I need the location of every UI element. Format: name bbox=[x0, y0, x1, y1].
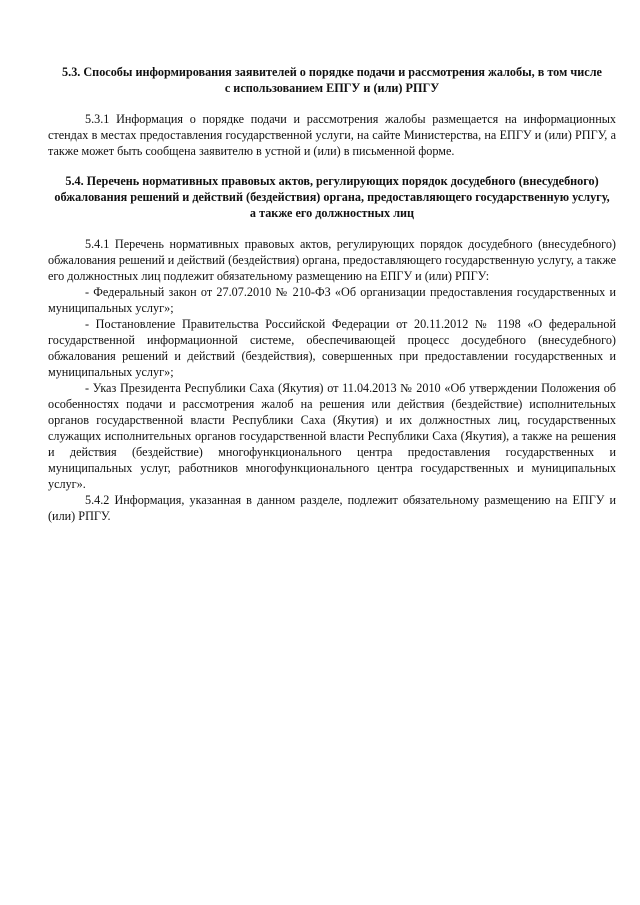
list-item-resolution-1198: - Постановление Правительства Российской Федерации от 20.11.2012 № 1198 «О федеральной государственной информационной системе, обеспечивающей процесс досудебного (внесудебного) обжалования решений и действий (бездействия), совершенных при предоставлении государственных и муниципальных услуг»; bbox=[48, 317, 616, 379]
paragraph-5-3-1: 5.3.1 Информация о порядке подачи и рассмотрения жалобы размещается на информационных стендах в местах предоставления государственной услуги, на сайте Министерства, на ЕПГУ и (или) РПГУ, а также может быть сообщена заявителю в устной и (или) в письменной форме. bbox=[48, 112, 616, 158]
document-body bbox=[48, 64, 616, 524]
list-item-decree-2010: - Указ Президента Республики Саха (Якутия) от 11.04.2013 № 2010 «Об утверждении Положения об особенностях подачи и рассмотрения жалоб на решения или действия (бездействие) исполнительных органов государственной власти Республики Саха (Якутия) и их должностных лиц, государственных служащих исполнительных органов государственной власти Республики Саха (Якутия), а также на решения и действия (бездействие) многофункционального центра предоставления государственных и муниципальных услуг, работников многофункционального центра государственных и муниципальных услуг». bbox=[48, 381, 616, 491]
paragraph-5-4-1: 5.4.1 Перечень нормативных правовых актов, регулирующих порядок досудебного (внесудебного) обжалования решений и действий (бездействия) органа, предоставляющего государственную услугу, а также его должностных лиц подлежит обязательному размещению на ЕПГУ и (или) РПГУ: bbox=[48, 237, 616, 283]
list-item-law-210: - Федеральный закон от 27.07.2010 № 210-ФЗ «Об организации предоставления государственных и муниципальных услуг»; bbox=[48, 285, 616, 315]
section-5-4-heading: 5.4. Перечень нормативных правовых актов, регулирующих порядок досудебного (внесудебного) обжалования решений и действий (бездействия) органа, предоставляющего государственную услугу, а также его должностных лиц bbox=[54, 174, 610, 220]
section-5-3-heading: 5.3. Способы информирования заявителей о порядке подачи и рассмотрения жалобы, в том числе с использованием ЕПГУ и (или) РПГУ bbox=[62, 65, 602, 95]
paragraph-5-4-2: 5.4.2 Информация, указанная в данном разделе, подлежит обязательному размещению на ЕПГУ и (или) РПГУ. bbox=[48, 493, 616, 523]
